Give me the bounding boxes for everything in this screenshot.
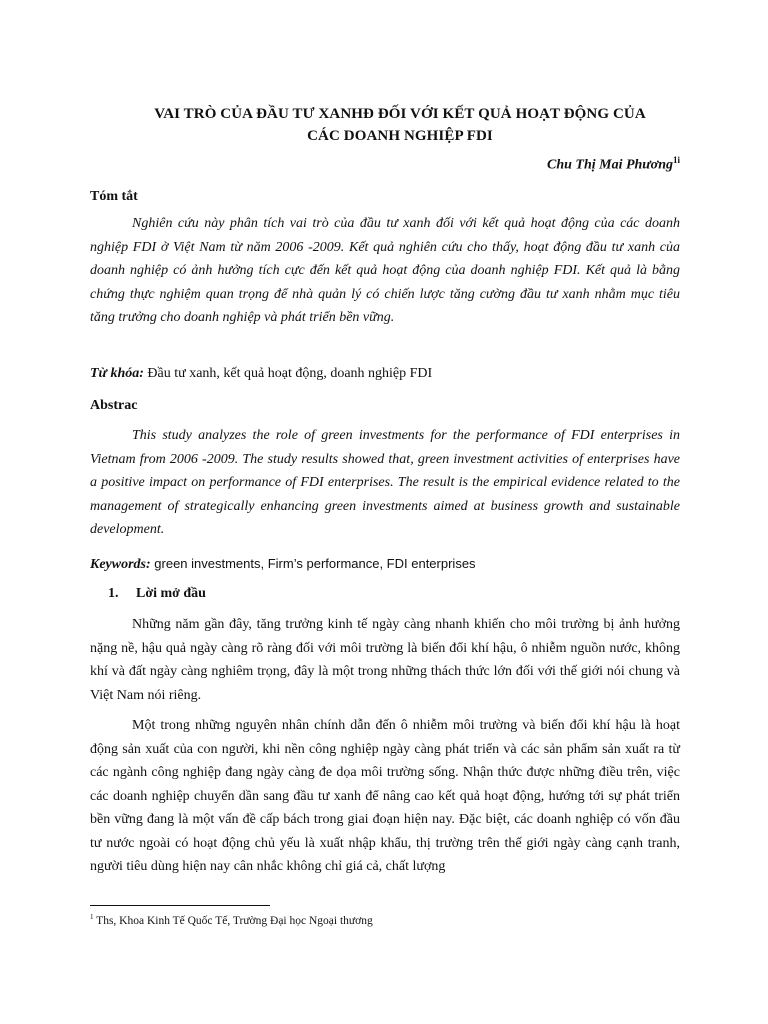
section-1-heading: [108, 586, 206, 602]
abstract-en-text: This study analyzes the role of green investments for the performance of FDI enterprises in Vietnam from 2006 -2009. The study results showed that, green investment activities of enterprises have a positive impact on performance of FDI enterprises. The result is the empirical evidence related to the management of strategically enhancing green investments aimed at business growth and sustainable development.: [90, 428, 680, 537]
footnote-divider: [90, 905, 270, 906]
author-footnote-mark: 1i: [672, 155, 680, 165]
abstract-vi-heading: Tóm tắt: [90, 189, 138, 204]
title-line-2: CÁC DOANH NGHIỆP FDI: [307, 128, 493, 144]
title-line-1: VAI TRÒ CỦA ĐẦU TƯ XANHĐ ĐỐI VỚI KẾT QUẢ HOẠT ĐỘNG CỦA: [154, 106, 646, 122]
footnote-text: Ths, Khoa Kinh Tế Quốc Tế, Trường Đại học Ngoại thương: [93, 914, 373, 927]
abstract-en-heading: Abstrac: [90, 398, 138, 413]
keywords-en-values: green investments, Firm’s performance, FDI enterprises: [150, 556, 476, 571]
keywords-vi-label: Từ khóa:: [90, 366, 144, 381]
footnote: [90, 913, 373, 927]
keywords-en: [90, 556, 476, 573]
section-1-title: Lời mở đầu: [136, 586, 206, 601]
paper-title: [110, 103, 690, 147]
keywords-vi: [90, 366, 432, 382]
intro-paragraph-2: Một trong những nguyên nhân chính dẫn đến ô nhiễm môi trường và biến đổi khí hậu là hoạt động sản xuất của con người, khi nền công nghiệp ngày càng phát triển và các sản phẩm sản xuất ra từ các ngành công nghiệp đang ngày càng đe dọa môi trường sống. Nhận thức được những điều trên, việc các doanh nghiệp chuyển dần sang đầu tư xanh để nâng cao kết quả hoạt động, hướng tới sự phát triển bền vững đang là một vấn đề cấp bách trong giai đoạn hiện nay. Đặc biệt, các doanh nghiệp có vốn đầu tư nước ngoài có hoạt động chủ yếu là xuất nhập khẩu, thị trường trên thế giới ngày càng cạnh tranh, người tiêu dùng hiện nay cân nhắc không chỉ giá cả, chất lượng: [90, 718, 680, 874]
intro-paragraph-1: Những năm gần đây, tăng trưởng kinh tế ngày càng nhanh khiến cho môi trường bị ảnh hưởng nặng nề, hậu quả ngày càng rõ ràng đối với môi trường là biến đổi khí hậu, ô nhiễm nguồn nước, không khí và đất ngày càng nghiêm trọng, đây là một trong những thách thức lớn đối với thế giới nói chung và Việt Nam nói riêng.: [90, 617, 680, 703]
abstract-vi-text: Nghiên cứu này phân tích vai trò của đầu tư xanh đối với kết quả hoạt động của các doanh nghiệp FDI ở Việt Nam từ năm 2006 -2009. Kết quả nghiên cứu cho thấy, hoạt động đầu tư xanh của doanh nghiệp có ảnh hưởng tích cực đến kết quả hoạt động của doanh nghiệp FDI. Kết quả là bằng chứng thực nghiệm quan trọng để nhà quản lý có chiến lược tăng cường đầu tư xanh nhằm mục tiêu tăng trưởng cho doanh nghiệp và phát triển bền vững.: [90, 216, 680, 325]
keywords-en-label: Keywords:: [90, 557, 151, 572]
author-text: Chu Thị Mai Phương: [546, 157, 673, 173]
keywords-vi-values: Đầu tư xanh, kết quả hoạt động, doanh nghiệp FDI: [143, 366, 433, 381]
section-1-number: 1.: [108, 586, 119, 601]
author-name: [547, 155, 680, 174]
footnote-mark: 1: [90, 913, 94, 921]
